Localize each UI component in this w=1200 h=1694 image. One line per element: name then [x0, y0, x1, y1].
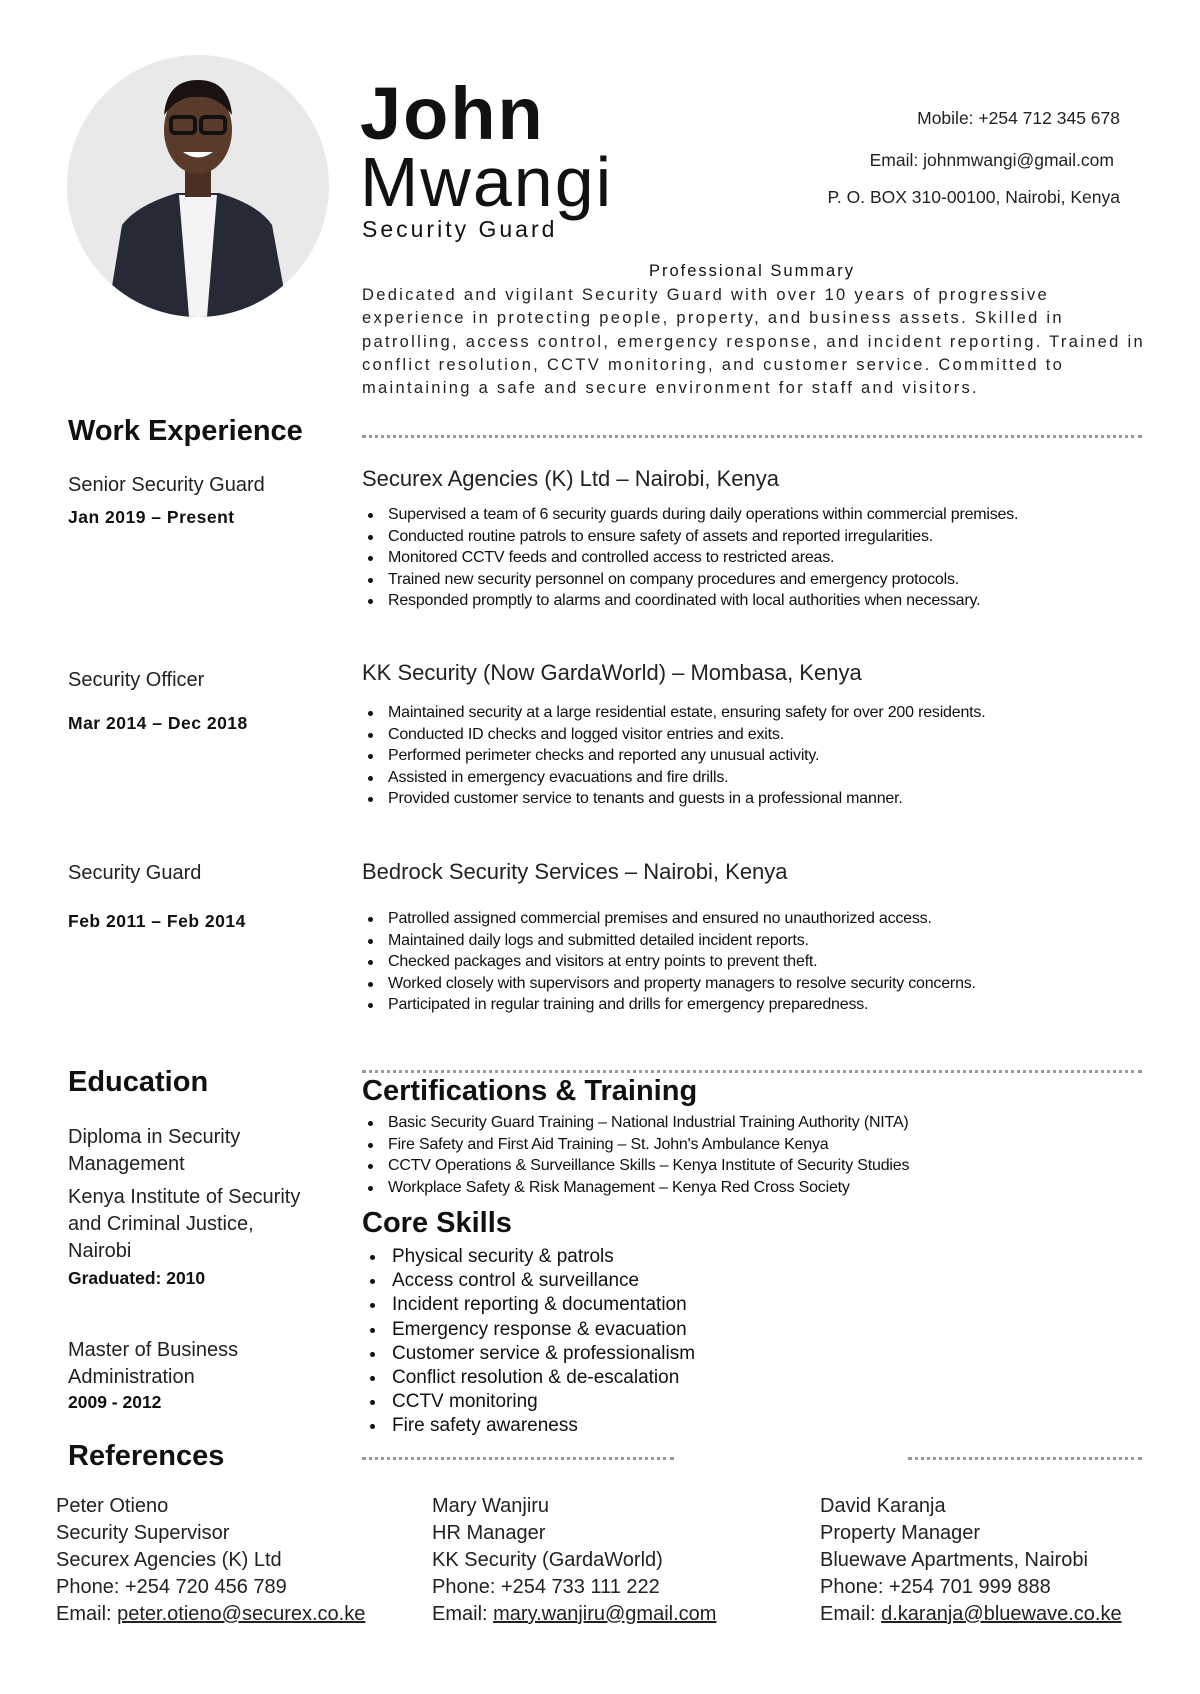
reference-title: Property Manager — [820, 1522, 981, 1544]
profile-photo — [67, 55, 329, 317]
institution: Nairobi — [68, 1240, 132, 1262]
list-item: Conflict resolution & de-escalation — [362, 1366, 695, 1390]
work-experience-heading: Work Experience — [68, 415, 303, 447]
list-item: Trained new security personnel on company procedures and emergency protocols. — [362, 569, 1018, 591]
person-portrait-icon — [67, 55, 329, 317]
divider — [908, 1457, 1142, 1460]
divider — [362, 1070, 1142, 1073]
degree: Administration — [68, 1366, 195, 1388]
contact-address: P. O. BOX 310-00100, Nairobi, Kenya — [827, 187, 1120, 207]
list-item: CCTV Operations & Surveillance Skills – Kenya Institute of Security Studies — [362, 1155, 909, 1177]
reference-email-link[interactable]: peter.otieno@securex.co.ke — [117, 1603, 366, 1625]
email-label: Email: — [432, 1603, 494, 1625]
job-dates: Mar 2014 – Dec 2018 — [68, 713, 248, 733]
job-bullets — [362, 908, 976, 1016]
degree: Management — [68, 1153, 185, 1175]
list-item: Emergency response & evacuation — [362, 1318, 695, 1342]
education-heading: Education — [68, 1066, 209, 1098]
job-title: Security Officer — [68, 669, 205, 691]
degree: Master of Business — [68, 1339, 239, 1361]
reference-title: Security Supervisor — [56, 1522, 230, 1544]
list-item: Assisted in emergency evacuations and fire drills. — [362, 767, 985, 789]
list-item: Participated in regular training and drills for emergency preparedness. — [362, 994, 976, 1016]
list-item: Workplace Safety & Risk Management – Kenya Red Cross Society — [362, 1177, 909, 1199]
skills-list — [362, 1245, 695, 1439]
graduation-date: Graduated: 2010 — [68, 1268, 206, 1288]
job-role: Security Guard — [362, 216, 558, 242]
education-item — [68, 1337, 238, 1413]
reference-org: KK Security (GardaWorld) — [432, 1549, 663, 1571]
list-item: Maintained security at a large residential estate, ensuring safety for over 200 residents. — [362, 702, 985, 724]
list-item: Fire Safety and First Aid Training – St. John's Ambulance Kenya — [362, 1134, 909, 1156]
list-item: Basic Security Guard Training – National Industrial Training Authority (NITA) — [362, 1112, 909, 1134]
list-item: Maintained daily logs and submitted detailed incident reports. — [362, 930, 976, 952]
contact-email: Email: johnmwangi@gmail.com — [869, 150, 1114, 170]
list-item: Customer service & professionalism — [362, 1342, 695, 1366]
first-name: John — [360, 72, 545, 155]
reference-card — [56, 1493, 365, 1628]
list-item: Incident reporting & documentation — [362, 1293, 695, 1317]
reference-email-link[interactable]: mary.wanjiru@gmail.com — [493, 1603, 717, 1625]
core-skills-heading: Core Skills — [362, 1207, 512, 1239]
list-item: Checked packages and visitors at entry points to prevent theft. — [362, 951, 976, 973]
list-item: Access control & surveillance — [362, 1269, 695, 1293]
list-item: Fire safety awareness — [362, 1414, 695, 1438]
job-company: Securex Agencies (K) Ltd – Nairobi, Kenya — [362, 466, 780, 491]
reference-phone: Phone: +254 720 456 789 — [56, 1576, 287, 1598]
degree: Diploma in Security — [68, 1126, 241, 1148]
job-bullets — [362, 504, 1018, 612]
job-bullets — [362, 702, 985, 810]
job-company: Bedrock Security Services – Nairobi, Kenya — [362, 859, 788, 884]
list-item: Provided customer service to tenants and guests in a professional manner. — [362, 788, 985, 810]
divider — [362, 1457, 674, 1460]
list-item: Physical security & patrols — [362, 1245, 695, 1269]
reference-email-link[interactable]: d.karanja@bluewave.co.ke — [881, 1603, 1122, 1625]
reference-org: Bluewave Apartments, Nairobi — [820, 1549, 1088, 1571]
summary-heading: Professional Summary — [649, 262, 855, 280]
list-item: CCTV monitoring — [362, 1390, 695, 1414]
email-label: Email: — [820, 1603, 882, 1625]
list-item: Monitored CCTV feeds and controlled access to restricted areas. — [362, 547, 1018, 569]
list-item: Performed perimeter checks and reported any unusual activity. — [362, 745, 985, 767]
job-title: Security Guard — [68, 862, 202, 884]
job-dates: Feb 2011 – Feb 2014 — [68, 911, 246, 931]
job-dates: Jan 2019 – Present — [68, 507, 235, 527]
reference-name: David Karanja — [820, 1495, 946, 1517]
reference-name: Peter Otieno — [56, 1495, 169, 1517]
reference-title: HR Manager — [432, 1522, 546, 1544]
reference-name: Mary Wanjiru — [432, 1495, 550, 1517]
summary-text: Dedicated and vigilant Security Guard with over 10 years of progressive experience in protecting people, property, and business assets. Skilled in patrolling, access control, emergency response, and incident reporting. Trained in conflict resolution, CCTV monitoring, and customer service. Committed to maintaining a safe and secure environment for staff and visitors. — [362, 286, 1145, 398]
institution: Kenya Institute of Security — [68, 1186, 301, 1208]
last-name: Mwangi — [360, 143, 614, 221]
education-dates: 2009 - 2012 — [68, 1392, 162, 1412]
job-title: Senior Security Guard — [68, 474, 265, 496]
list-item: Patrolled assigned commercial premises and ensured no unauthorized access. — [362, 908, 976, 930]
reference-card — [432, 1493, 716, 1628]
email-label: Email: — [56, 1603, 118, 1625]
list-item: Responded promptly to alarms and coordinated with local authorities when necessary. — [362, 590, 1018, 612]
references-heading: References — [68, 1440, 225, 1472]
list-item: Worked closely with supervisors and property managers to resolve security concerns. — [362, 973, 976, 995]
list-item: Supervised a team of 6 security guards during daily operations within commercial premises. — [362, 504, 1018, 526]
divider — [362, 435, 1142, 438]
job-company: KK Security (Now GardaWorld) – Mombasa, Kenya — [362, 660, 862, 685]
reference-phone: Phone: +254 733 111 222 — [432, 1576, 660, 1598]
certifications-heading: Certifications & Training — [362, 1075, 698, 1107]
institution: and Criminal Justice, — [68, 1213, 254, 1235]
education-item — [68, 1124, 300, 1292]
list-item: Conducted routine patrols to ensure safety of assets and reported irregularities. — [362, 526, 1018, 548]
certifications-list — [362, 1112, 909, 1198]
list-item: Conducted ID checks and logged visitor entries and exits. — [362, 724, 985, 746]
contact-mobile: Mobile: +254 712 345 678 — [917, 108, 1120, 128]
reference-org: Securex Agencies (K) Ltd — [56, 1549, 282, 1571]
reference-phone: Phone: +254 701 999 888 — [820, 1576, 1051, 1598]
reference-card — [820, 1493, 1122, 1628]
